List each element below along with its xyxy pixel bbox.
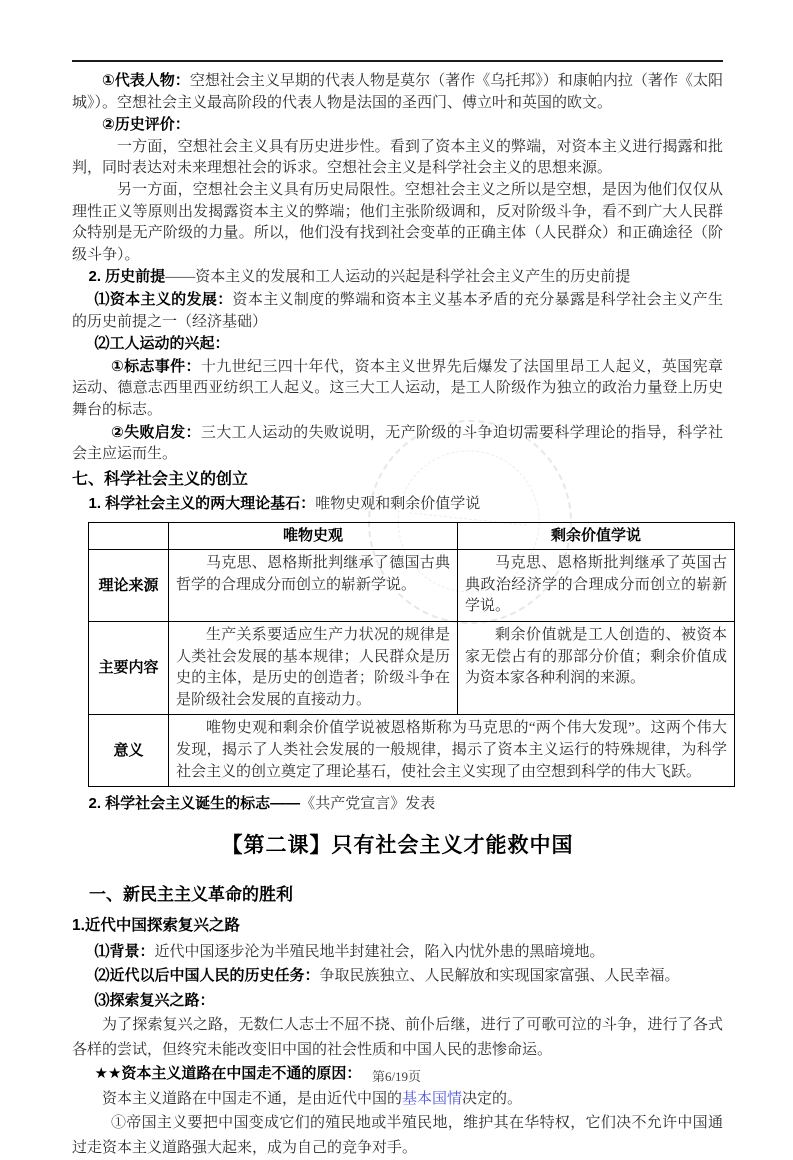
para-explore-path-text: 为了探索复兴之路，无数仁人志士不屈不挠、前仆后继，进行了可歌可泣的斗争，进行了各式各样的尝试，但终究未能改变旧中国的社会性质和中国人民的悲惨命运。 [72,1017,723,1058]
cell-main-content-surplus: 剩余价值就是工人创造的、被资本家无偿占有的那部分价值；剩余价值成为资本家各种利润的来源。 [458,622,735,715]
text-background: 近代中国逐步沦为半殖民地半封建社会，陷入内忧外患的黑暗境地。 [154,943,605,960]
label-birth-symbol: 2. 科学社会主义诞生的标志—— [88,795,301,813]
text-basic-conditions-post: 决定的。 [462,1090,523,1107]
label-explore-path: ⑶探索复兴之路： [94,991,215,1009]
para-labor-movement-heading [72,333,723,356]
table-row-theory-source [89,550,735,622]
text-capitalism-development: 资本主义制度的弊端和资本主义基本矛盾的充分暴露是科学社会主义产生的历史前提之一（经济基础） [72,291,723,330]
label-background: ⑴背景： [94,942,155,960]
text-birth-symbol: 《共产党宣言》发表 [300,796,436,813]
label-evaluation: ②历史评价： [102,116,190,134]
row-title-main-content: 主要内容 [89,622,169,715]
para-birth-symbol [72,793,723,816]
lesson-two-body [72,883,723,1160]
heading-new-democratic-revolution: 一、新民主主义革命的胜利 [89,884,293,904]
para-failure-lesson [72,422,723,466]
table-col-materialism: 唯物史观 [169,523,458,550]
label-labor-movement: ⑵工人运动的兴起： [94,335,230,353]
basic-national-conditions-link[interactable]: 基本国情 [402,1090,463,1107]
para-capitalism-development [72,289,723,333]
text-failure-lesson: 三大工人运动的失败说明，无产阶级的斗争迫切需要科学理论的指导，科学社会主应运而生。 [72,424,723,463]
row-title-significance: 意义 [89,715,169,787]
page-number-footer: 第6/19页 [371,1069,422,1084]
para-historical-premise [72,266,723,289]
label-capitalism-development: ⑴资本主义的发展： [94,290,233,308]
para-basic-conditions [72,1087,723,1112]
para-two-cornerstones [72,493,723,516]
para-landmark-events [72,356,723,422]
theory-comparison-table [88,522,735,787]
table-corner-cell [89,523,169,550]
label-representatives: ①代表人物： [102,72,190,89]
text-landmark-events: 十九世纪三四十年代，资本主义世界先后爆发了法国里昂工人起义，英国宪章运动、德意志西里西亚纺织工人起义。这三大工人运动，是工人阶级作为独立的政治力量登上历史舞台的标志。 [72,358,723,418]
para-explore-path-heading [72,989,723,1014]
para-aspect-one: 一方面，空想社会主义具有历史进步性。看到了资本主义的弊端，对资本主义进行揭露和批判，同时表达对未来理想社会的诉求。空想社会主义是科学社会主义的思想来源。 [72,138,723,177]
lesson-two-title: 【第二课】只有社会主义才能救中国 [221,833,574,857]
cell-main-content-materialism: 生产关系要适应生产力状况的规律是人类社会发展的基本规律；人民群众是历史的主体，是历史的创造者；阶级斗争在是阶级社会发展的直接动力。 [169,622,458,715]
text-historical-premise: ——资本主义的发展和工人运动的兴起是科学社会主义产生的历史前提 [165,269,631,286]
label-two-cornerstones: 1. 科学社会主义的两大理论基石： [88,494,316,512]
table-header-row [89,523,735,550]
row-title-theory-source: 理论来源 [89,550,169,622]
text-historic-tasks: 争取民族独立、人民解放和实现国家富强、人民幸福。 [319,968,680,985]
cell-theory-source-surplus: 马克思、恩格斯批判继承了英国古典政治经济学的合理成分而创立的崭新学说。 [458,550,735,622]
para-representatives [72,70,723,114]
page-content [72,60,727,1160]
label-landmark-events: ①标志事件： [111,357,201,375]
label-failure-lesson: ②失败启发： [111,423,201,441]
para-imperialism: ①帝国主义要把中国变成它们的殖民地或半殖民地，维护其在华特权，它们决不允许中国通过走资本主义道路强大起来，成为自己的竞争对手。 [72,1115,723,1156]
heading-road-to-rejuvenation: 1.近代中国探索复兴之路 [72,916,240,934]
table-row-main-content [89,622,735,715]
para-historic-tasks [72,964,723,989]
cell-theory-source-materialism: 马克思、恩格斯批判继承了德国古典哲学的合理成分而创立的崭新学说。 [169,550,458,622]
section-heading-seven: 七、科学社会主义的创立 [72,470,249,488]
para-aspect-two: 另一方面，空想社会主义具有历史局限性。空想社会主义之所以是空想，是因为他们仅仅从理性正义等原则出发揭露资本主义的弊端；他们主张阶级调和，反对阶级斗争，看不到广大人民群众特别是无产阶级的力量。所以，他们没有找到社会变革的正确主体（人民群众）和正确途径（阶级斗争）。 [72,181,723,263]
para-background [72,940,723,965]
para-evaluation-heading [72,114,723,137]
table-col-surplus-value: 剩余价值学说 [458,523,735,550]
cell-significance-merged: 唯物史观和剩余价值学说被恩格斯称为马克思的“两个伟大发现”。这两个伟大发现，揭示了人类社会发展的一般规律，揭示了资本主义运行的特殊规律，为科学社会主义的创立奠定了理论基石，使社会主义实现了由空想到科学的伟大飞跃。 [169,715,735,787]
text-basic-conditions-pre: 资本主义道路在中国走不通，是由近代中国的 [102,1090,403,1107]
header-rule [72,60,723,62]
text-representatives: 空想社会主义早期的代表人物是莫尔（著作《乌托邦》）和康帕内拉（著作《太阳城》）。空想社会主义最高阶段的代表人物是法国的圣西门、傅立叶和英国的欧文。 [72,73,723,111]
label-capitalist-road-reason: ★★资本主义道路在中国走不通的原因： [94,1065,362,1083]
label-historic-tasks: ⑵近代以后中国人民的历史任务： [94,967,320,985]
text-two-cornerstones: 唯物史观和剩余价值学说 [315,495,481,512]
table-row-significance [89,715,735,787]
label-historical-premise: 2. 历史前提 [88,268,166,286]
